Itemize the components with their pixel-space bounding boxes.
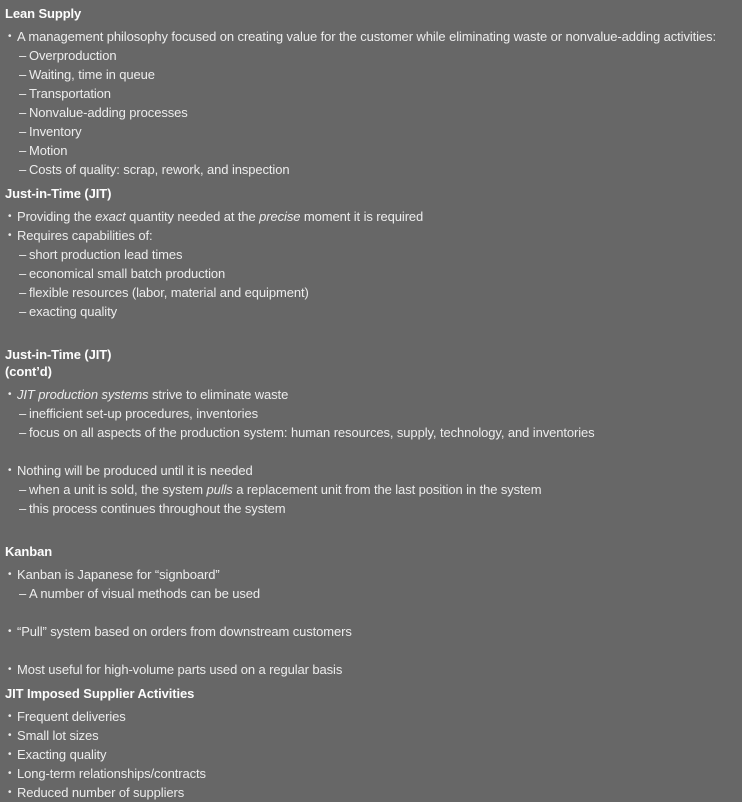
- item-text: Requires capabilities of:: [17, 228, 153, 243]
- blank-line: [0, 641, 738, 660]
- item-text: Frequent deliveries: [17, 709, 126, 724]
- bullet-item: [0, 565, 738, 584]
- sub-bullet-item: [0, 404, 738, 423]
- sub-bullet-item: [0, 141, 738, 160]
- dash-glyph: –: [19, 162, 27, 177]
- dash-glyph: –: [19, 105, 27, 120]
- bullet-item: [0, 27, 738, 46]
- sub-bullet-item: [0, 283, 738, 302]
- slide-title-line: (cont’d): [5, 364, 52, 379]
- sub-bullet-item: [0, 584, 738, 603]
- sub-bullet-item: [0, 103, 738, 122]
- item-text: A number of visual methods can be used: [29, 586, 261, 601]
- bullet-glyph: •: [8, 211, 12, 222]
- sub-bullet-item: [0, 264, 738, 283]
- sub-bullet-item: [0, 122, 738, 141]
- dash-glyph: –: [19, 586, 27, 601]
- bullet-glyph: •: [8, 730, 12, 741]
- item-text: Costs of quality: scrap, rework, and inspection: [29, 162, 290, 177]
- dash-glyph: –: [19, 124, 27, 139]
- bullet-item: [0, 660, 738, 679]
- bullet-glyph: •: [8, 664, 12, 675]
- dash-glyph: –: [19, 67, 27, 82]
- blank-line: [0, 442, 738, 461]
- item-text: JIT production systems strive to eliminate waste: [17, 387, 289, 402]
- dash-glyph: –: [19, 482, 27, 497]
- item-text: Exacting quality: [17, 747, 107, 762]
- item-text: short production lead times: [29, 247, 183, 262]
- slide-title-line: Just-in-Time (JIT): [5, 186, 112, 201]
- item-text: flexible resources (labor, material and equipment): [29, 285, 309, 300]
- sub-bullet-item: [0, 46, 738, 65]
- item-text: Reduced number of suppliers: [17, 785, 185, 800]
- item-text: Inventory: [29, 124, 82, 139]
- item-text: Overproduction: [29, 48, 117, 63]
- item-text: Motion: [29, 143, 68, 158]
- item-text: Waiting, time in queue: [29, 67, 155, 82]
- bullet-glyph: •: [8, 787, 12, 798]
- item-text: Small lot sizes: [17, 728, 99, 743]
- item-text: Nonvalue-adding processes: [29, 105, 188, 120]
- sub-bullet-item: [0, 480, 738, 499]
- item-text: economical small batch production: [29, 266, 226, 281]
- bullet-item: [0, 207, 738, 226]
- dash-glyph: –: [19, 425, 27, 440]
- bullet-item: [0, 726, 738, 745]
- item-text: Kanban is Japanese for “signboard”: [17, 567, 220, 582]
- bullet-item: [0, 385, 738, 404]
- slide-title-line: JIT Imposed Supplier Activities: [5, 686, 195, 701]
- slide-title-line: Just-in-Time (JIT): [5, 347, 112, 362]
- item-text: Transportation: [29, 86, 111, 101]
- item-text: Nothing will be produced until it is needed: [17, 463, 253, 478]
- dash-glyph: –: [19, 406, 27, 421]
- bullet-glyph: •: [8, 768, 12, 779]
- item-text: focus on all aspects of the production system: human resources, supply, technology, and inventories: [29, 425, 595, 440]
- item-text: exacting quality: [29, 304, 118, 319]
- bullet-glyph: •: [8, 230, 12, 241]
- slide-title: [5, 685, 738, 702]
- bullet-glyph: •: [8, 626, 12, 637]
- blank-line: [0, 321, 738, 340]
- sub-bullet-item: [0, 302, 738, 321]
- slide-title: [5, 543, 738, 560]
- sub-bullet-item: [0, 160, 738, 179]
- dash-glyph: –: [19, 304, 27, 319]
- bullet-item: [0, 707, 738, 726]
- item-text: this process continues throughout the system: [29, 501, 286, 516]
- slide-title-line: Lean Supply: [5, 6, 82, 21]
- slide-title: [5, 346, 738, 380]
- item-text: inefficient set-up procedures, inventories: [29, 406, 258, 421]
- dash-glyph: –: [19, 48, 27, 63]
- bullet-item: [0, 745, 738, 764]
- bullet-glyph: •: [8, 711, 12, 722]
- sub-bullet-item: [0, 423, 738, 442]
- bullet-item: [0, 783, 738, 802]
- blank-line: [0, 518, 738, 537]
- item-text: Providing the exact quantity needed at the precise moment it is required: [17, 209, 424, 224]
- bullet-glyph: •: [8, 465, 12, 476]
- item-text: A management philosophy focused on creating value for the customer while eliminating waste or nonvalue-adding activities:: [17, 29, 716, 44]
- sub-bullet-item: [0, 65, 738, 84]
- item-text: when a unit is sold, the system pulls a replacement unit from the last position in the system: [29, 482, 542, 497]
- bullet-item: [0, 622, 738, 641]
- slide-title: [5, 185, 738, 202]
- dash-glyph: –: [19, 285, 27, 300]
- bullet-glyph: •: [8, 569, 12, 580]
- sub-bullet-item: [0, 84, 738, 103]
- dash-glyph: –: [19, 247, 27, 262]
- item-text: “Pull” system based on orders from downstream customers: [17, 624, 352, 639]
- dash-glyph: –: [19, 501, 27, 516]
- item-text: Most useful for high-volume parts used on a regular basis: [17, 662, 343, 677]
- bullet-item: [0, 461, 738, 480]
- bullet-glyph: •: [8, 389, 12, 400]
- sub-bullet-item: [0, 499, 738, 518]
- dash-glyph: –: [19, 86, 27, 101]
- item-text: Long-term relationships/contracts: [17, 766, 206, 781]
- dash-glyph: –: [19, 143, 27, 158]
- slide-title-line: Kanban: [5, 544, 53, 559]
- bullet-glyph: •: [8, 31, 12, 42]
- dash-glyph: –: [19, 266, 27, 281]
- slide-title: [5, 5, 738, 22]
- bullet-item: [0, 764, 738, 783]
- bullet-item: [0, 226, 738, 245]
- bullet-glyph: •: [8, 749, 12, 760]
- blank-line: [0, 603, 738, 622]
- sub-bullet-item: [0, 245, 738, 264]
